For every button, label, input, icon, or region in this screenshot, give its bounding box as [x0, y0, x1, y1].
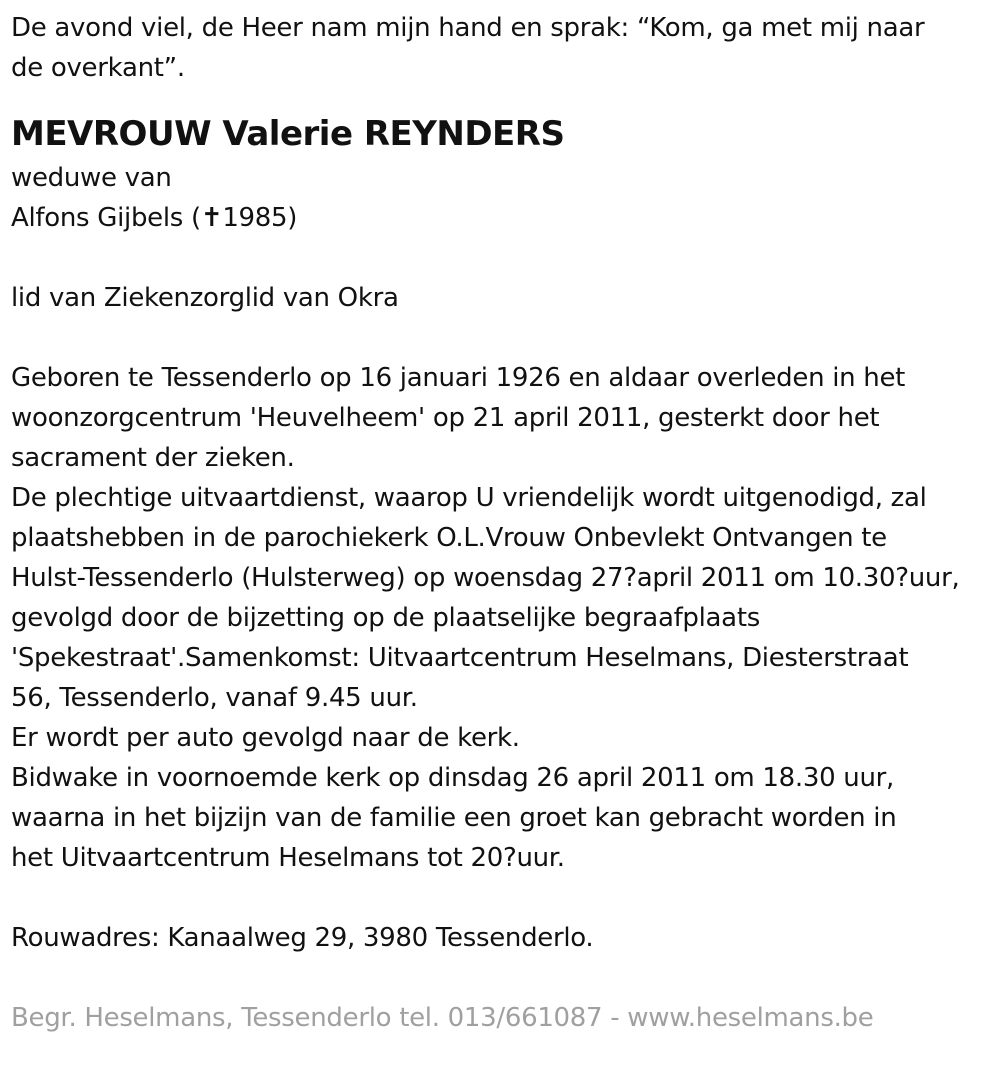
body-line: het Uitvaartcentrum Heselmans tot 20?uur. — [11, 843, 565, 873]
membership-text: lid van Ziekenzorglid van Okra — [11, 283, 399, 313]
body-line: 'Spekestraat'.Samenkomst: Uitvaartcentrum Heselmans, Diesterstraat — [11, 643, 909, 673]
body-line: Hulst-Tessenderlo (Hulsterweg) op woensdag 27?april 2011 om 10.30?uur, — [11, 563, 960, 593]
spacer — [11, 318, 1000, 358]
motto-line-1: De avond viel, de Heer nam mijn hand en sprak: “Kom, ga met mij naar — [11, 13, 925, 43]
body-line: Er wordt per auto gevolgd naar de kerk. — [11, 723, 520, 753]
body-line: sacrament der zieken. — [11, 443, 295, 473]
deceased-name: MEVROUW Valerie REYNDERS — [11, 114, 565, 154]
spacer — [11, 238, 1000, 278]
relation-text: weduwe van — [11, 163, 172, 193]
body-line: waarna in het bijzijn van de familie een groet kan gebracht worden in — [11, 803, 897, 833]
body-line: gevolgd door de bijzetting op de plaatselijke begraafplaats — [11, 603, 760, 633]
spouse-text: Alfons Gijbels (✝1985) — [11, 203, 298, 233]
body-text — [11, 358, 1000, 878]
motto — [11, 8, 1000, 88]
mourning-address: Rouwadres: Kanaalweg 29, 3980 Tessenderlo. — [11, 923, 594, 953]
body-line: De plechtige uitvaartdienst, waarop U vriendelijk wordt uitgenodigd, zal — [11, 483, 927, 513]
spacer — [11, 878, 1000, 918]
funeral-home-footer: Begr. Heselmans, Tessenderlo tel. 013/661087 - www.heselmans.be — [11, 1003, 874, 1033]
body-line: Bidwake in voornoemde kerk op dinsdag 26 april 2011 om 18.30 uur, — [11, 763, 895, 793]
body-line: plaatshebben in de parochiekerk O.L.Vrouw Onbevlekt Ontvangen te — [11, 523, 887, 553]
body-line: 56, Tessenderlo, vanaf 9.45 uur. — [11, 683, 418, 713]
spacer — [11, 958, 1000, 998]
motto-line-2: de overkant”. — [11, 53, 185, 83]
body-line: Geboren te Tessenderlo op 16 januari 1926 en aldaar overleden in het — [11, 363, 906, 393]
body-line: woonzorgcentrum 'Heuvelheem' op 21 april 2011, gesterkt door het — [11, 403, 880, 433]
